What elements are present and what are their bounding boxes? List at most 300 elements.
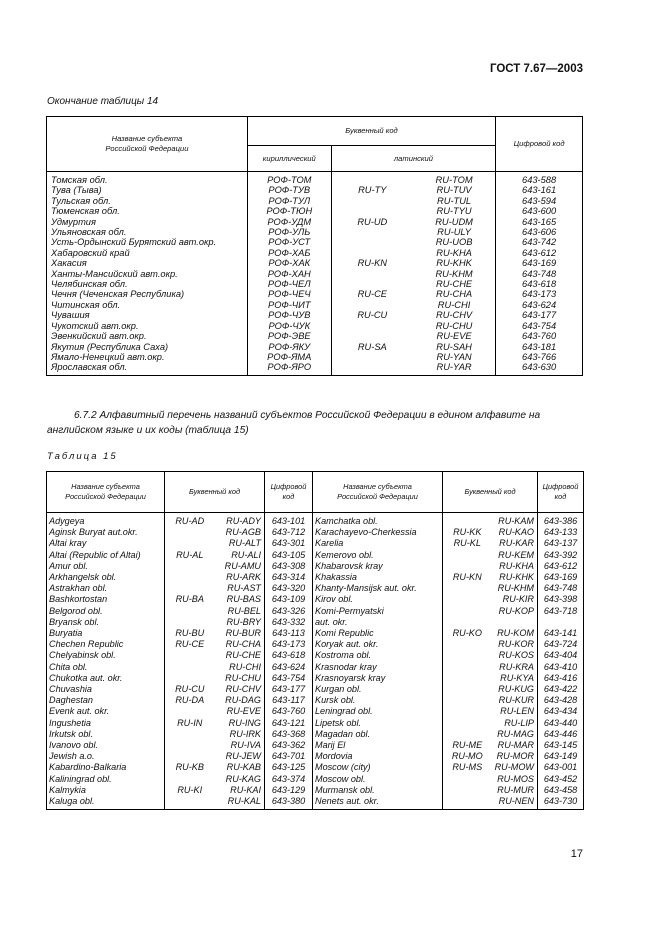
t14-cell: [331, 321, 413, 331]
t14-cell: RU-CU: [331, 310, 413, 320]
t15-cell: RU-KAM: [492, 513, 538, 528]
t14-cell: RU-KN: [331, 258, 413, 268]
t15-cell: 643-618: [265, 650, 313, 661]
t14-cell: 643-161: [496, 185, 583, 195]
t14-body: [47, 172, 583, 376]
t15-cell: [165, 751, 215, 762]
table-14: [46, 116, 583, 376]
t15-cell: 643-362: [265, 740, 313, 751]
t15-cell: RU-KAR: [492, 538, 538, 549]
t15-cell: [443, 796, 492, 810]
t15-row: [47, 718, 584, 729]
t15-cell: RU-BRY: [215, 617, 265, 628]
t14-cell: 643-594: [496, 196, 583, 206]
t14-cell: 643-177: [496, 310, 583, 320]
t15-cell: Karelia: [313, 538, 443, 549]
t14-cell: RU-YAR: [413, 362, 496, 375]
t14-row: [47, 321, 583, 331]
t15-cell: Chita obl.: [47, 662, 165, 673]
t14-cell: РОФ-ЧИТ: [247, 300, 331, 310]
t15-cell: RU-KAG: [215, 774, 265, 785]
t15-cell: 643-446: [538, 729, 584, 740]
t14-cell: Тува (Тыва): [47, 185, 248, 195]
t15-cell: Murmansk obl.: [313, 785, 443, 796]
t14-cell: 643-624: [496, 300, 583, 310]
t15-cell: Altai kray: [47, 538, 165, 549]
t15-cell: Bryansk obl.: [47, 617, 165, 628]
t14-cell: RU-EVE: [413, 331, 496, 341]
t15-cell: RU-ALT: [215, 538, 265, 549]
t15-cell: 643-380: [265, 796, 313, 810]
t15-cell: Irkutsk obl.: [47, 729, 165, 740]
t15-cell: [443, 774, 492, 785]
t14-cell: РОФ-УДМ: [247, 217, 331, 227]
t15-cell: 643-137: [538, 538, 584, 549]
t15-cell: Krasnodar kray: [313, 662, 443, 673]
t15-cell: Moscow obl.: [313, 774, 443, 785]
t15-cell: Kamchatka obl.: [313, 513, 443, 528]
t14-row: [47, 300, 583, 310]
t15-cell: RU-CHA: [215, 639, 265, 650]
t15-cell: 643-320: [265, 583, 313, 594]
t14-cell: Якутия (Республика Саха): [47, 342, 248, 352]
t15-cell: RU-KN: [443, 572, 492, 583]
t15-row: [47, 583, 584, 594]
t15-cell: Khanty-Mansijsk aut. okr.: [313, 583, 443, 594]
t14-cell: РОФ-ХАБ: [247, 248, 331, 258]
t15-row: [47, 684, 584, 695]
t14-cell: RU-TOM: [413, 172, 496, 186]
t15-cell: Belgorod obl.: [47, 606, 165, 617]
t15-cell: [443, 684, 492, 695]
t14-cell: Ульяновская обл.: [47, 227, 248, 237]
t15-head-name-left: Название субъекта Российской Федерации: [47, 472, 165, 513]
t15-cell: RU-AGB: [215, 527, 265, 538]
t15-cell: Nenets aut. okr.: [313, 796, 443, 810]
t14-cell: Хабаровский край: [47, 248, 248, 258]
t15-cell: [443, 594, 492, 605]
t15-cell: RU-CE: [165, 639, 215, 650]
t15-cell: 643-410: [538, 662, 584, 673]
t15-cell: Chukotka aut. okr.: [47, 673, 165, 684]
t14-row: [47, 310, 583, 320]
t15-cell: [443, 695, 492, 706]
t15-row: [47, 774, 584, 785]
t15-cell: Altai (Republic of Altai): [47, 550, 165, 561]
t14-cell: [331, 248, 413, 258]
table15-caption: Таблица 15: [47, 451, 118, 462]
t14-cell: 643-606: [496, 227, 583, 237]
t14-cell: 643-766: [496, 352, 583, 362]
t15-cell: RU-MAG: [492, 729, 538, 740]
t15-cell: RU-ING: [215, 718, 265, 729]
t15-cell: Daghestan: [47, 695, 165, 706]
t15-cell: RU-LEN: [492, 706, 538, 717]
t15-cell: 643-748: [538, 583, 584, 594]
t14-cell: РОФ-ЯМА: [247, 352, 331, 362]
t15-cell: Bashkortostan: [47, 594, 165, 605]
t15-cell: RU-KAI: [215, 785, 265, 796]
t15-cell: Moscow (city): [313, 762, 443, 773]
t14-cell: 643-754: [496, 321, 583, 331]
t15-cell: 643-428: [538, 695, 584, 706]
t15-cell: Komi Republic: [313, 628, 443, 639]
t14-cell: Эвенкийский авт.окр.: [47, 331, 248, 341]
t14-cell: [331, 269, 413, 279]
t15-cell: 643-422: [538, 684, 584, 695]
t14-cell: 643-760: [496, 331, 583, 341]
t15-cell: Kirov obl.: [313, 594, 443, 605]
t14-cell: Тюменская обл.: [47, 206, 248, 216]
t15-cell: 643-117: [265, 695, 313, 706]
t15-cell: Krasnoyarsk kray: [313, 673, 443, 684]
t14-cell: RU-UD: [331, 217, 413, 227]
t15-cell: Marij El: [313, 740, 443, 751]
t15-cell: 643-129: [265, 785, 313, 796]
t15-cell: RU-KOP: [492, 606, 538, 617]
t15-row: [47, 628, 584, 639]
t14-row: [47, 217, 583, 227]
t15-cell: 643-169: [538, 572, 584, 583]
t14-cell: Томская обл.: [47, 172, 248, 186]
t15-row: [47, 695, 584, 706]
t15-cell: 643-145: [538, 740, 584, 751]
t15-cell: 643-760: [265, 706, 313, 717]
t15-cell: RU-MOR: [492, 751, 538, 762]
t14-cell: RU-CHE: [413, 279, 496, 289]
t15-cell: Amur obl.: [47, 561, 165, 572]
t15-cell: 643-125: [265, 762, 313, 773]
t15-row: [47, 561, 584, 572]
t15-cell: 643-404: [538, 650, 584, 661]
t15-head-digital-left: Цифровой код: [265, 472, 313, 513]
t15-cell: RU-KAL: [215, 796, 265, 810]
t14-cell: RU-SA: [331, 342, 413, 352]
t15-cell: [165, 538, 215, 549]
t14-cell: РОФ-ХАК: [247, 258, 331, 268]
t15-cell: 643-133: [538, 527, 584, 538]
t14-cell: Чечня (Чеченская Республика): [47, 289, 248, 299]
t15-cell: [165, 583, 215, 594]
table14-caption: Окончание таблицы 14: [47, 96, 159, 107]
t15-cell: RU-ARK: [215, 572, 265, 583]
t15-cell: RU-KOS: [492, 650, 538, 661]
t15-head-letter-left: Буквенный код: [165, 472, 265, 513]
t14-cell: РОФ-ЧУВ: [247, 310, 331, 320]
t14-row: [47, 269, 583, 279]
t15-cell: RU-DAG: [215, 695, 265, 706]
t15-cell: 643-308: [265, 561, 313, 572]
t14-cell: РОФ-ЧЕЧ: [247, 289, 331, 299]
t15-cell: Karachayevo-Cherkessia: [313, 527, 443, 538]
t14-head-cyrillic: кириллический: [247, 146, 331, 172]
t15-cell: 643-368: [265, 729, 313, 740]
t14-cell: 643-618: [496, 279, 583, 289]
t14-row: [47, 362, 583, 375]
t15-cell: Evenk aut. okr.: [47, 706, 165, 717]
t15-cell: RU-CU: [165, 684, 215, 695]
t15-cell: [165, 729, 215, 740]
t15-cell: RU-KHK: [492, 572, 538, 583]
t14-cell: 643-169: [496, 258, 583, 268]
t14-cell: 643-630: [496, 362, 583, 375]
t15-cell: RU-CHU: [215, 673, 265, 684]
t15-row: [47, 762, 584, 773]
t14-cell: РОФ-ЧУК: [247, 321, 331, 331]
t15-cell: RU-EVE: [215, 706, 265, 717]
t15-row: [47, 740, 584, 751]
t14-cell: Удмуртия: [47, 217, 248, 227]
t14-cell: РОФ-УСТ: [247, 237, 331, 247]
t15-cell: 643-701: [265, 751, 313, 762]
t14-cell: [331, 279, 413, 289]
t15-cell: RU-ME: [443, 740, 492, 751]
t14-cell: [331, 196, 413, 206]
t14-cell: RU-YAN: [413, 352, 496, 362]
t15-cell: [165, 572, 215, 583]
t15-cell: RU-AMU: [215, 561, 265, 572]
t14-cell: [331, 172, 413, 186]
t15-cell: [443, 617, 492, 628]
t15-cell: RU-AST: [215, 583, 265, 594]
t15-row: [47, 650, 584, 661]
t15-cell: [443, 650, 492, 661]
t15-cell: [443, 639, 492, 650]
t15-row: [47, 606, 584, 617]
t14-cell: RU-ULY: [413, 227, 496, 237]
t15-cell: 643-173: [265, 639, 313, 650]
t15-cell: [165, 673, 215, 684]
t14-row: [47, 289, 583, 299]
t15-cell: RU-CHV: [215, 684, 265, 695]
t15-cell: [443, 550, 492, 561]
t14-row: [47, 331, 583, 341]
t15-row: [47, 751, 584, 762]
t15-row: [47, 706, 584, 717]
t14-row: [47, 196, 583, 206]
t14-cell: RU-TUL: [413, 196, 496, 206]
t14-cell: Челябинская обл.: [47, 279, 248, 289]
t15-cell: Mordovia: [313, 751, 443, 762]
t15-cell: [443, 718, 492, 729]
t14-cell: 643-742: [496, 237, 583, 247]
t14-cell: RU-KHA: [413, 248, 496, 258]
t14-cell: RU-TYU: [413, 206, 496, 216]
t14-cell: RU-KHK: [413, 258, 496, 268]
t15-cell: RU-DA: [165, 695, 215, 706]
t15-cell: Kemerovo obl.: [313, 550, 443, 561]
t15-cell: Aginsk Buryat aut.okr.: [47, 527, 165, 538]
t15-cell: 643-149: [538, 751, 584, 762]
t15-row: [47, 538, 584, 549]
t15-cell: RU-MOW: [492, 762, 538, 773]
t15-cell: 643-730: [538, 796, 584, 810]
t15-cell: RU-KEM: [492, 550, 538, 561]
t15-cell: [165, 740, 215, 751]
t15-cell: Chelyabinsk obl.: [47, 650, 165, 661]
t15-cell: [443, 673, 492, 684]
t14-cell: 643-600: [496, 206, 583, 216]
t15-cell: [165, 662, 215, 673]
t15-row: [47, 527, 584, 538]
t15-cell: RU-KO: [443, 628, 492, 639]
t15-cell: RU-NEN: [492, 796, 538, 810]
t14-cell: [331, 300, 413, 310]
t14-cell: RU-TY: [331, 185, 413, 195]
t14-cell: Ярославская обл.: [47, 362, 248, 375]
t14-cell: Чукотский авт.окр.: [47, 321, 248, 331]
t15-cell: Ivanovo obl.: [47, 740, 165, 751]
t14-cell: Ханты-Мансийский авт.окр.: [47, 269, 248, 279]
t15-cell: RU-KRA: [492, 662, 538, 673]
t14-cell: RU-CHV: [413, 310, 496, 320]
t15-cell: 643-314: [265, 572, 313, 583]
t15-cell: RU-LIP: [492, 718, 538, 729]
t15-cell: Chechen Republic: [47, 639, 165, 650]
t15-cell: Kostroma obl.: [313, 650, 443, 661]
t14-cell: РОФ-УЛЬ: [247, 227, 331, 237]
t15-cell: [165, 796, 215, 810]
t15-row: [47, 673, 584, 684]
t15-row: [47, 796, 584, 810]
t15-cell: 643-109: [265, 594, 313, 605]
t15-cell: 643-624: [265, 662, 313, 673]
t15-cell: RU-MUR: [492, 785, 538, 796]
t14-row: [47, 352, 583, 362]
t15-cell: [443, 583, 492, 594]
t14-row: [47, 227, 583, 237]
t15-cell: Buryatia: [47, 628, 165, 639]
t15-cell: [538, 617, 584, 628]
t14-cell: RU-UDM: [413, 217, 496, 227]
t14-cell: 643-165: [496, 217, 583, 227]
t14-cell: [331, 237, 413, 247]
t14-cell: RU-SAH: [413, 342, 496, 352]
t15-cell: [443, 513, 492, 528]
t15-cell: RU-IN: [165, 718, 215, 729]
t15-cell: RU-BUR: [215, 628, 265, 639]
t15-cell: 643-374: [265, 774, 313, 785]
t14-cell: Читинская обл.: [47, 300, 248, 310]
t15-cell: 643-392: [538, 550, 584, 561]
t15-cell: RU-BU: [165, 628, 215, 639]
t14-cell: РОФ-ТУЛ: [247, 196, 331, 206]
t15-cell: 643-434: [538, 706, 584, 717]
t15-cell: 643-440: [538, 718, 584, 729]
t14-cell: RU-CE: [331, 289, 413, 299]
t14-row: [47, 237, 583, 247]
t15-cell: Kaluga obl.: [47, 796, 165, 810]
t14-cell: [331, 331, 413, 341]
t14-cell: RU-CHA: [413, 289, 496, 299]
t15-cell: 643-612: [538, 561, 584, 572]
t15-row: [47, 594, 584, 605]
page-header: ГОСТ 7.67—2003: [489, 63, 583, 75]
t15-cell: 643-001: [538, 762, 584, 773]
t15-cell: RU-KHA: [492, 561, 538, 572]
t15-cell: Kalmykia: [47, 785, 165, 796]
t15-cell: 643-754: [265, 673, 313, 684]
t15-cell: 643-398: [538, 594, 584, 605]
t14-head-latin: латинский: [331, 146, 496, 172]
t15-cell: Ingushetia: [47, 718, 165, 729]
t14-cell: Хакасия: [47, 258, 248, 268]
t15-cell: RU-KYA: [492, 673, 538, 684]
t14-cell: РОФ-ЧЕЛ: [247, 279, 331, 289]
t15-row: [47, 785, 584, 796]
t14-cell: 643-173: [496, 289, 583, 299]
t15-row: [47, 729, 584, 740]
t15-cell: [165, 617, 215, 628]
t15-cell: 643-724: [538, 639, 584, 650]
t15-cell: [165, 706, 215, 717]
t14-cell: RU-CHU: [413, 321, 496, 331]
t15-cell: [443, 561, 492, 572]
t15-cell: 643-718: [538, 606, 584, 617]
t15-cell: 643-326: [265, 606, 313, 617]
t15-cell: Kabardino-Balkaria: [47, 762, 165, 773]
t15-cell: [443, 729, 492, 740]
t14-cell: 643-181: [496, 342, 583, 352]
t14-row: [47, 172, 583, 186]
t14-cell: РОФ-ТЮН: [247, 206, 331, 216]
t15-cell: RU-MO: [443, 751, 492, 762]
t15-cell: 643-332: [265, 617, 313, 628]
t15-cell: 643-301: [265, 538, 313, 549]
t15-cell: Magadan obl.: [313, 729, 443, 740]
t14-cell: 643-748: [496, 269, 583, 279]
t15-cell: RU-KIR: [492, 594, 538, 605]
t15-cell: RU-IRK: [215, 729, 265, 740]
t14-cell: [331, 362, 413, 375]
t14-cell: РОФ-ТУВ: [247, 185, 331, 195]
t15-cell: RU-CHI: [215, 662, 265, 673]
t15-cell: Lipetsk obl.: [313, 718, 443, 729]
t15-cell: Kurgan obl.: [313, 684, 443, 695]
t15-cell: 643-458: [538, 785, 584, 796]
t14-row: [47, 185, 583, 195]
t14-cell: РОФ-ЯРО: [247, 362, 331, 375]
t15-cell: RU-KB: [165, 762, 215, 773]
t14-cell: [331, 227, 413, 237]
t14-head-letter: Буквенный код: [247, 117, 495, 146]
t15-cell: RU-KAB: [215, 762, 265, 773]
t14-cell: РОФ-ХАН: [247, 269, 331, 279]
t15-cell: [165, 561, 215, 572]
section-paragraph: 6.7.2 Алфавитный перечень названий субъектов Российской Федерации в едином алфавите на английском языке и их коды (таблица 15): [47, 410, 541, 436]
t15-cell: 643-121: [265, 718, 313, 729]
t15-cell: RU-KOM: [492, 628, 538, 639]
t15-cell: Jewish a.o.: [47, 751, 165, 762]
t15-cell: RU-ADY: [215, 513, 265, 528]
t15-cell: RU-AL: [165, 550, 215, 561]
t14-cell: Усть-Ордынский Бурятский авт.окр.: [47, 237, 248, 247]
t15-cell: 643-416: [538, 673, 584, 684]
t15-cell: RU-JEW: [215, 751, 265, 762]
t15-cell: [165, 774, 215, 785]
t15-cell: Astrakhan obl.: [47, 583, 165, 594]
t15-cell: Leningrad obl.: [313, 706, 443, 717]
t15-head-name-right: Название субъекта Российской Федерации: [313, 472, 443, 513]
t15-cell: 643-105: [265, 550, 313, 561]
t15-cell: RU-KHM: [492, 583, 538, 594]
t15-cell: [165, 606, 215, 617]
t15-cell: Adygeya: [47, 513, 165, 528]
t15-cell: 643-177: [265, 684, 313, 695]
t15-cell: Komi-Permyatski: [313, 606, 443, 617]
t14-row: [47, 279, 583, 289]
t14-cell: RU-KHM: [413, 269, 496, 279]
